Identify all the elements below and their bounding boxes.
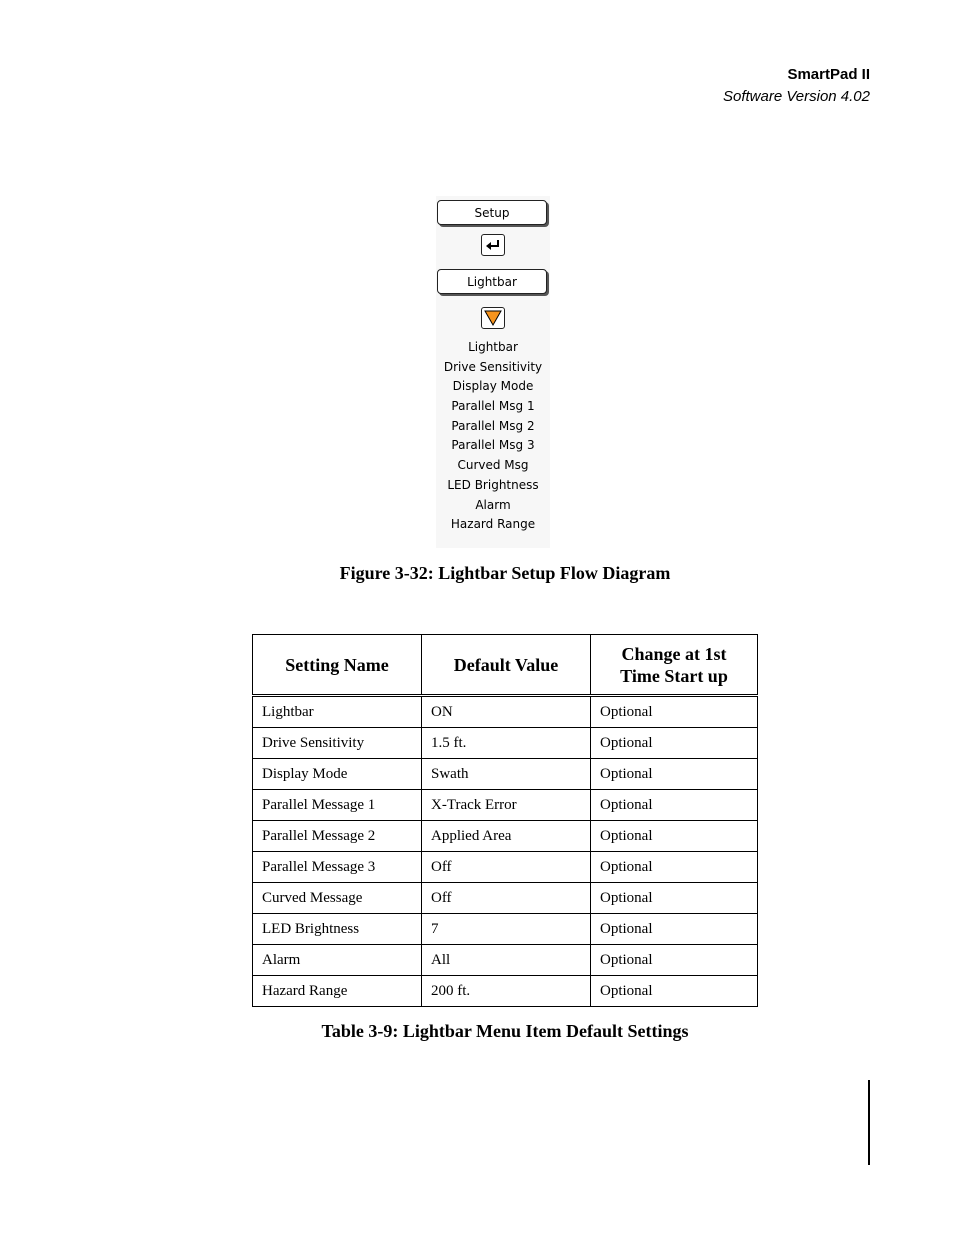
- default-value-cell: 1.5 ft.: [422, 728, 591, 759]
- menu-item-hazard-range: Hazard Range: [450, 517, 536, 532]
- margin-change-bar: [868, 1080, 870, 1165]
- setting-name-cell: Alarm: [253, 945, 422, 976]
- default-value-cell: ON: [422, 696, 591, 728]
- table-row: [253, 728, 758, 759]
- setting-name-cell: LED Brightness: [253, 914, 422, 945]
- setting-name-cell: Parallel Message 1: [253, 790, 422, 821]
- table-row: [253, 790, 758, 821]
- change-cell: Optional: [591, 696, 758, 728]
- table-row: [253, 883, 758, 914]
- menu-item-drive-sensitivity: Drive Sensitivity: [443, 359, 543, 374]
- menu-item-alarm: Alarm: [475, 497, 511, 512]
- table-row: [253, 821, 758, 852]
- header-software-version: Software Version 4.02: [722, 88, 870, 105]
- menu-item-display-mode: Display Mode: [452, 379, 534, 394]
- change-cell: Optional: [591, 759, 758, 790]
- table-row: [253, 945, 758, 976]
- setting-name-cell: Drive Sensitivity: [253, 728, 422, 759]
- menu-item-parallel-msg-2: Parallel Msg 2: [451, 418, 535, 433]
- setting-name-cell: Lightbar: [253, 696, 422, 728]
- header-product-name: SmartPad II: [787, 66, 870, 83]
- table-row: [253, 976, 758, 1007]
- default-value-cell: Off: [422, 852, 591, 883]
- change-cell: Optional: [591, 945, 758, 976]
- default-value-cell: All: [422, 945, 591, 976]
- menu-item-parallel-msg-1: Parallel Msg 1: [451, 399, 535, 414]
- lightbar-submenu-list: [436, 338, 550, 535]
- change-cell: Optional: [591, 852, 758, 883]
- setup-button: Setup: [437, 200, 547, 225]
- setting-name-cell: Parallel Message 2: [253, 821, 422, 852]
- change-cell: Optional: [591, 728, 758, 759]
- table-header-row: [253, 635, 758, 696]
- menu-item-led-brightness: LED Brightness: [447, 477, 539, 492]
- default-value-cell: 200 ft.: [422, 976, 591, 1007]
- menu-item-lightbar: Lightbar: [468, 340, 518, 354]
- default-value-cell: Off: [422, 883, 591, 914]
- table-caption: Table 3-9: Lightbar Menu Item Default Settings: [321, 1021, 689, 1041]
- lightbar-flow-diagram: [436, 196, 550, 548]
- change-cell: Optional: [591, 790, 758, 821]
- table-row: [253, 696, 758, 728]
- default-value-cell: X-Track Error: [422, 790, 591, 821]
- default-settings-table: [252, 634, 758, 1007]
- change-cell: Optional: [591, 976, 758, 1007]
- table-row: [253, 914, 758, 945]
- down-arrow-key-icon: [481, 307, 505, 329]
- change-cell: Optional: [591, 883, 758, 914]
- setting-name-cell: Curved Message: [253, 883, 422, 914]
- header-setting-name: Setting Name: [253, 635, 422, 696]
- setting-name-cell: Parallel Message 3: [253, 852, 422, 883]
- header-change-at-start: Change at 1st Time Start up: [591, 635, 758, 696]
- setting-name-cell: Display Mode: [253, 759, 422, 790]
- figure-caption: Figure 3-32: Lightbar Setup Flow Diagram: [339, 563, 671, 583]
- table-row: [253, 852, 758, 883]
- menu-item-parallel-msg-3: Parallel Msg 3: [451, 438, 535, 453]
- table-row: [253, 759, 758, 790]
- default-value-cell: Swath: [422, 759, 591, 790]
- header-default-value: Default Value: [422, 635, 591, 696]
- change-cell: Optional: [591, 821, 758, 852]
- enter-key-icon: [481, 234, 505, 256]
- default-value-cell: Applied Area: [422, 821, 591, 852]
- change-cell: Optional: [591, 914, 758, 945]
- lightbar-button: Lightbar: [437, 269, 547, 294]
- setting-name-cell: Hazard Range: [253, 976, 422, 1007]
- default-value-cell: 7: [422, 914, 591, 945]
- menu-item-curved-msg: Curved Msg: [457, 458, 529, 473]
